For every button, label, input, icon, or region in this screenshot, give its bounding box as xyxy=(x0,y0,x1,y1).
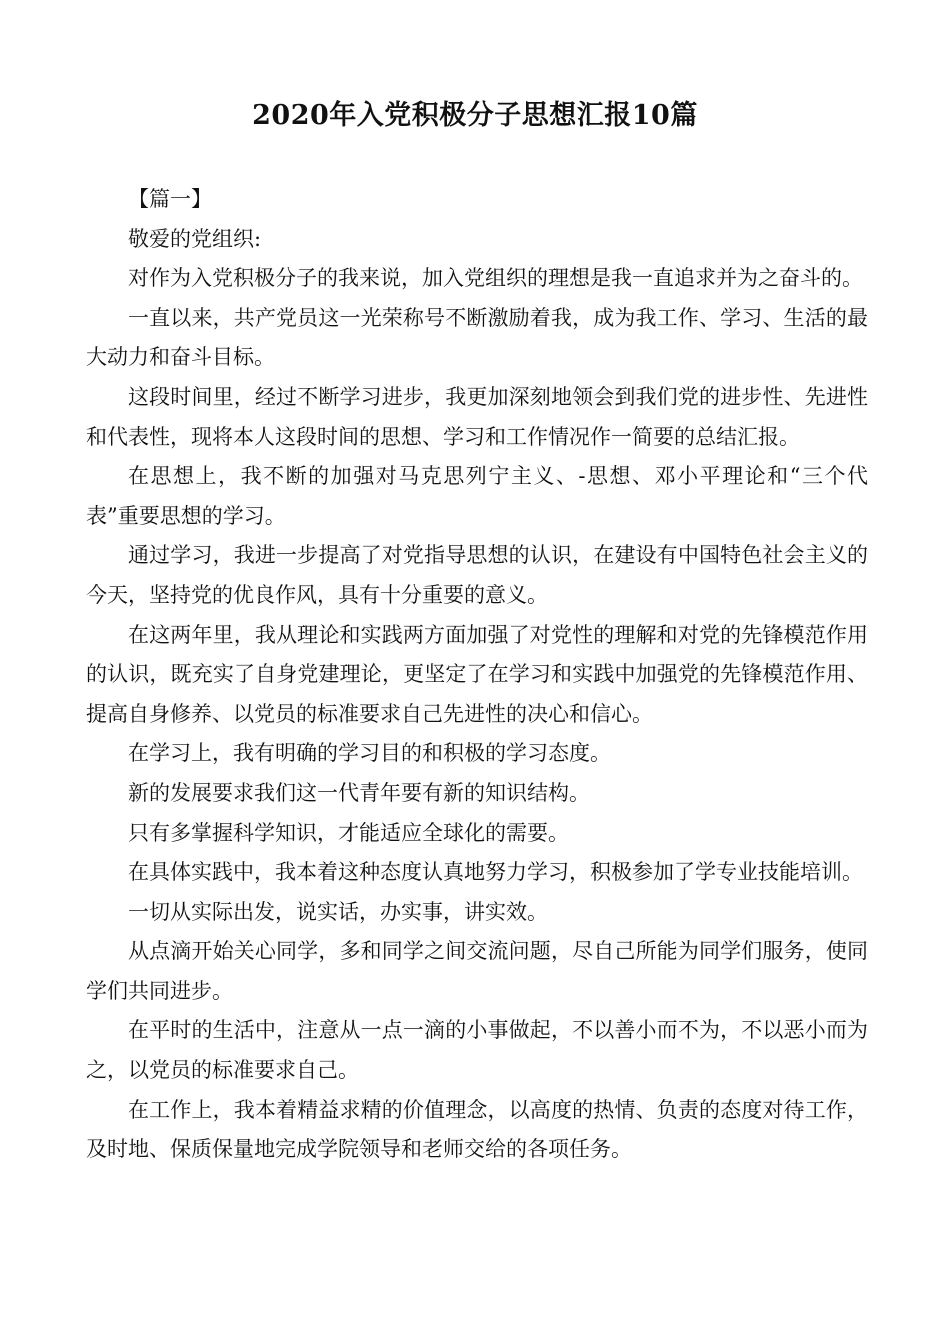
paragraph: 一切从实际出发，说实话，办实事，讲实效。 xyxy=(128,899,548,924)
paragraph: 在具体实践中，我本着这种态度认真地努力学习，积极参加了学专业技能培训。 xyxy=(128,860,863,885)
paragraph: 只有多掌握科学知识，才能适应全球化的需要。 xyxy=(128,820,569,845)
paragraph: 新的发展要求我们这一代青年要有新的知识结构。 xyxy=(128,780,590,805)
paragraph: 对作为入党积极分子的我来说，加入党组织的理想是我一直追求并为之奋斗的。 xyxy=(128,266,863,291)
paragraph: 从点滴开始关心同学，多和同学之间交流问题，尽自己所能为同学们服务，使同学们共同进步。 xyxy=(86,939,868,1003)
paragraph: 在这两年里，我从理论和实践两方面加强了对党性的理解和对党的先锋模范作用的认识，既充实了自身党建理论，更坚定了在学习和实践中加强党的先锋模范作用、提高自身修养、以党员的标准要求自己先进性的决心和信心。 xyxy=(86,622,868,726)
paragraph: 这段时间里，经过不断学习进步，我更加深刻地领会到我们党的进步性、先进性和代表性，现将本人这段时间的思想、学习和工作情况作一简要的总结汇报。 xyxy=(86,384,868,449)
paragraph: 通过学习，我进一步提高了对党指导思想的认识，在建设有中国特色社会主义的今天，坚持党的优良作风，具有十分重要的意义。 xyxy=(86,543,868,607)
paragraph: 一直以来，共产党员这一光荣称号不断激励着我，成为我工作、学习、生活的最大动力和奋斗目标。 xyxy=(86,305,868,370)
document-title: 2020年入党积极分子思想汇报10篇 xyxy=(252,100,698,131)
paragraph: 在平时的生活中，注意从一点一滴的小事做起，不以善小而不为，不以恶小而为之，以党员的标准要求自己。 xyxy=(86,1018,868,1083)
paragraph: 在思想上，我不断的加强对马克思列宁主义、-思想、邓小平理论和“三个代表”重要思想的学习。 xyxy=(86,464,868,528)
document-body xyxy=(86,180,868,1170)
paragraph: 在学习上，我有明确的学习目的和积极的学习态度。 xyxy=(128,741,611,766)
paragraph: 在工作上，我本着精益求精的价值理念，以高度的热情、负责的态度对待工作，及时地、保质保量地完成学院领导和老师交给的各项任务。 xyxy=(86,1097,868,1162)
salutation: 敬爱的党组织: xyxy=(128,226,262,251)
section-heading: 【篇一】 xyxy=(128,187,212,211)
